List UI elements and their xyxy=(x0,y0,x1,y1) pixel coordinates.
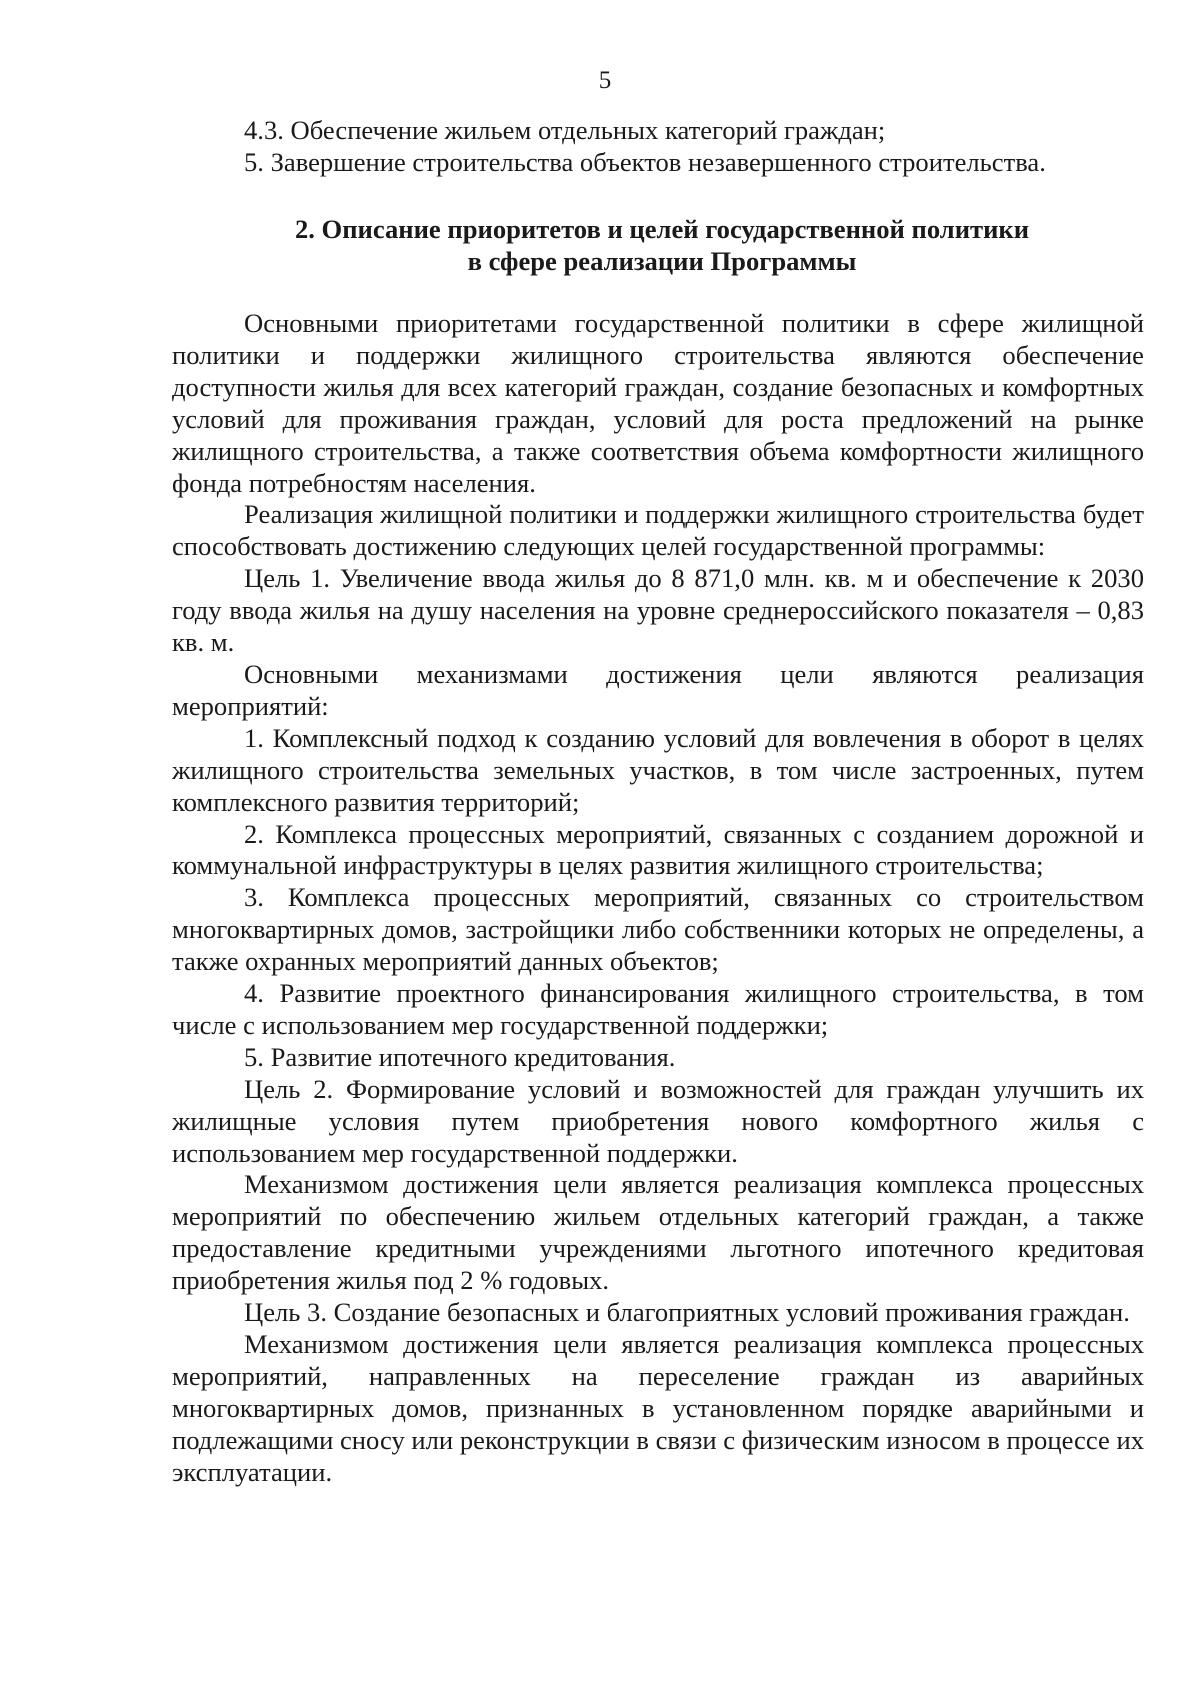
section-body xyxy=(172,308,1144,1489)
paragraph-goal-2-mechanism: Механизмом достижения цели является реализация комплекса процессных мероприятий по обеспечению жильем отдельных категорий граждан, а также предоставление кредитными учреждениями льготного ипотечного кредитовая приобретения жилья под 2 % годовых. xyxy=(172,1169,1144,1296)
paragraph-mechanisms-intro: Основными механизмами достижения цели являются реализация мероприятий: xyxy=(172,658,1144,721)
paragraph-goal-3-mechanism: Механизмом достижения цели является реализация комплекса процессных мероприятий, направленных на переселение граждан из аварийных многоквартирных домов, признанных в установленном порядке аварийными и подлежащими сносу или реконструкции в связи с физическим износом в процессе их эксплуатации. xyxy=(172,1329,1144,1487)
paragraph-measure-5: 5. Развитие ипотечного кредитования. xyxy=(244,1041,676,1072)
paragraph-priorities: Основными приоритетами государственной политики в сфере жилищной политики и поддержки жилищного строительства являются обеспечение доступности жилья для всех категорий граждан, создание безопасных и комфортных условий для проживания граждан, условий для роста предложений на рынке жилищного строительства, а также соответствия объема комфортности жилищного фонда потребностям населения. xyxy=(172,308,1144,498)
paragraph-measure-2: 2. Комплекса процессных мероприятий, связанных с созданием дорожной и коммунальной инфраструктуры в целях развития жилищного строительства; xyxy=(172,818,1144,881)
list-continuation xyxy=(172,115,1144,179)
list-item: 5. Завершение строительства объектов незавершенного строительства. xyxy=(244,146,1046,177)
paragraph-goal-2: Цель 2. Формирование условий и возможностей для граждан улучшить их жилищные условия путем приобретения нового комфортного жилья с использованием мер государственной поддержки. xyxy=(172,1073,1144,1168)
paragraph-goal-1: Цель 1. Увеличение ввода жилья до 8 871,0 млн. кв. м и обеспечение к 2030 году ввода жилья на душу населения на уровне среднероссийского показателя – 0,83 кв. м. xyxy=(172,563,1144,658)
paragraph-measure-3: 3. Комплекса процессных мероприятий, связанных со строительством многоквартирных домов, застройщики либо собственники которых не определены, а также охранных мероприятий данных объектов; xyxy=(172,882,1144,977)
paragraph-measure-1: 1. Комплексный подход к созданию условий для вовлечения в оборот в целях жилищного строительства земельных участков, в том числе застроенных, путем комплексного развития территорий; xyxy=(172,722,1144,817)
section-heading xyxy=(172,213,1152,277)
list-item: 4.3. Обеспечение жильем отдельных категорий граждан; xyxy=(244,115,886,145)
section-heading-line-2: в сфере реализации Программы xyxy=(467,246,857,276)
paragraph-measure-4: 4. Развитие проектного финансирования жилищного строительства, в том числе с использованием мер государственной поддержки; xyxy=(172,978,1144,1040)
paragraph-goal-3: Цель 3. Создание безопасных и благоприятных условий проживания граждан. xyxy=(244,1297,1130,1328)
page-number: 5 xyxy=(598,67,612,94)
paragraph-goals-intro: Реализация жилищной политики и поддержки жилищного строительства будет способствовать достижению следующих целей государственной программы: xyxy=(172,499,1144,562)
section-heading-line-1: 2. Описание приоритетов и целей государственной политики xyxy=(294,214,1030,244)
